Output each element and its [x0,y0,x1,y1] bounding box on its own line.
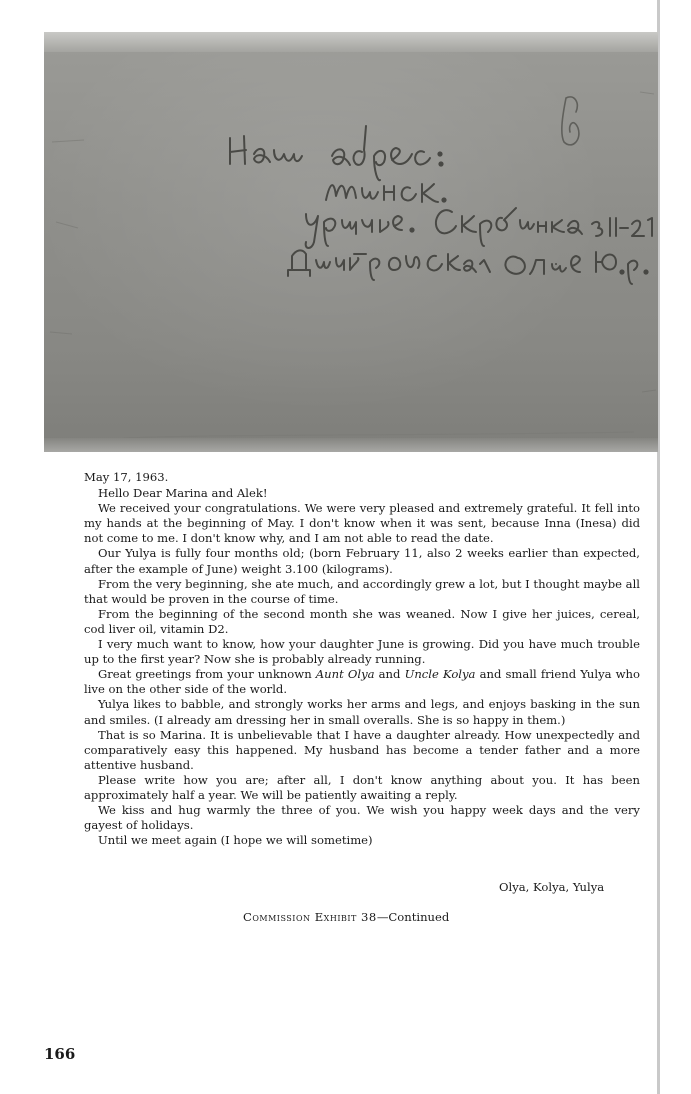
uncle-name: Uncle Kolya [404,667,476,682]
envelope-photo [44,32,658,452]
aunt-name: Aunt Olya [315,667,375,682]
letter-paragraph: From the beginning of the second month she was weaned. Now I give her juices, cereal, cod liver oil, vitamin D2. [84,606,640,636]
letter-paragraph: We kiss and hug warmly the three of you. We wish you happy week days and the very gayest of holidays. [84,803,640,833]
letter-paragraph: I very much want to know, how your daughter June is growing. Did you have much trouble up to the first year? Now she is probably already running. [84,637,640,667]
handwriting-address-image [44,32,658,452]
exhibit-suffix: —Continued [376,910,450,924]
letter-paragraph-greetings [84,667,640,697]
greetings-text: and small friend Yulya who live on the other side of the world. [84,667,640,697]
photo-bottom-edge [44,438,658,452]
letter-paragraph: Please write how you are; after all, I don't know anything about you. It has been approximately half a year. We will be patiently awaiting a reply. [84,772,640,802]
page-number: 166 [44,1045,76,1063]
letter-paragraph: From the very beginning, she ate much, and accordingly grew a lot, but I thought maybe all that would be proven in the course of time. [84,576,640,606]
exhibit-caption [243,910,449,924]
exhibit-label: Commission Exhibit 38 [243,910,377,924]
letter-paragraph: That is so Marina. It is unbelievable that I have a daughter already. How unexpectedly and comparatively easy this happened. My husband has become a tender father and a more attentive husband. [84,727,640,772]
greetings-text: and [374,667,405,682]
letter-salutation: Hello Dear Marina and Alek! [98,486,268,501]
letter-closing: Until we meet again (I hope we will sometime) [98,833,373,848]
letter-paragraph: Our Yulya is fully four months old; (born February 11, also 2 weeks earlier than expected, after the example of June) weight 3.100 (kilograms). [84,546,640,576]
letter-paragraph: We received your congratulations. We were very pleased and extremely grateful. It fell into my hands at the beginning of May. I don't know when it was sent, because Inna (Inesa) did not come to me. I don't know why, and I am not able to read the date. [84,501,640,546]
letter-signature: Olya, Kolya, Yulya [499,880,605,894]
greetings-text: Great greetings from your unknown [98,667,316,682]
letter-paragraph: Yulya likes to babble, and strongly works her arms and legs, and enjoys basking in the sun and smiles. (I already am dressing her in small overalls. She is so happy in them.) [84,697,640,727]
letter-date: May 17, 1963. [84,470,169,484]
letter-translation [84,470,640,848]
